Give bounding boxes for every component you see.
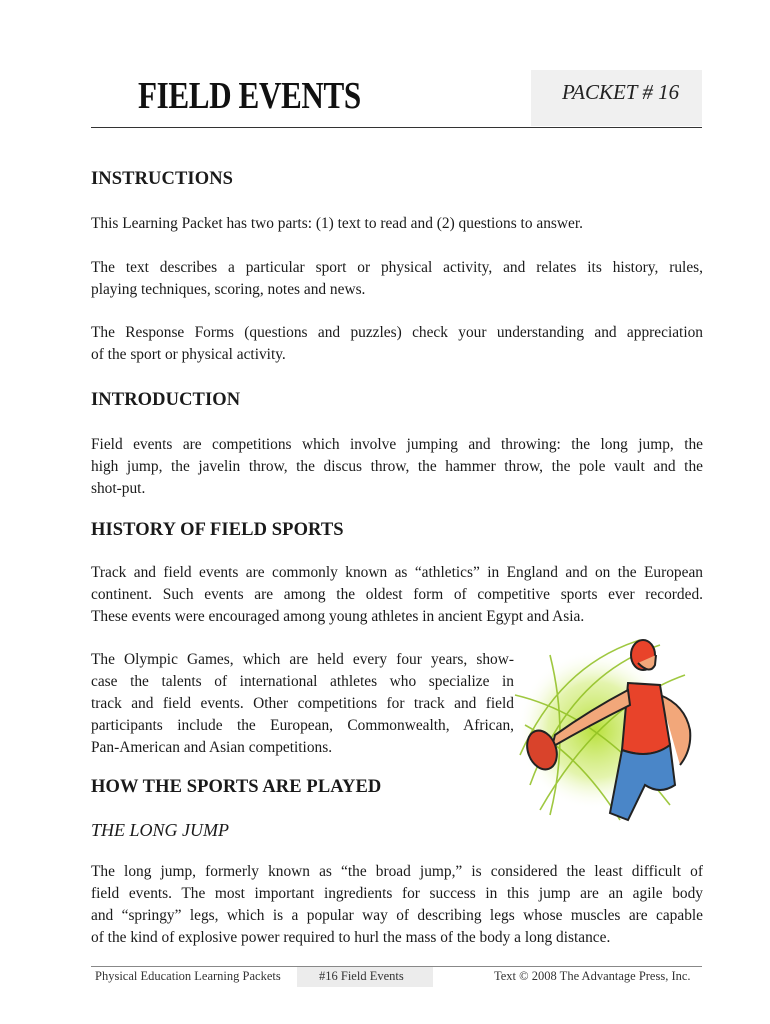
text-line: The long jump, formerly known as “the broad jump,” is considered the least difficult of <box>91 863 703 880</box>
footer-series: Physical Education Learning Packets <box>95 969 281 983</box>
text-line: continent. Such events are among the oldest form of competitive sports ever recorded. <box>91 586 703 603</box>
introduction-paragraph <box>91 434 703 500</box>
text-line: Track and field events are commonly known as “athletics” in England and on the European <box>91 564 703 581</box>
text-line: track and field events. Other competitions for track and field <box>91 695 514 712</box>
text-line: This Learning Packet has two parts: (1) text to read and (2) questions to answer. <box>91 215 583 232</box>
header-divider <box>91 127 702 128</box>
text-line: These events were encouraged among young athletes in ancient Egypt and Asia. <box>91 608 585 625</box>
text-line: The text describes a particular sport or physical activity, and relates its history, rules, <box>91 259 703 276</box>
introduction-heading: INTRODUCTION <box>91 390 241 410</box>
history-paragraph-1 <box>91 562 703 628</box>
discus-thrower-illustration <box>510 635 710 825</box>
how-played-heading: HOW THE SPORTS ARE PLAYED <box>91 777 382 797</box>
instructions-paragraph-2 <box>91 257 703 301</box>
page-title: FIELD EVENTS <box>138 75 361 117</box>
text-line: of the sport or physical activity. <box>91 346 286 363</box>
text-line: field events. The most important ingredients for success in this jump are an agile body <box>91 885 703 902</box>
long-jump-paragraph <box>91 861 703 949</box>
text-line: and “springy” legs, which is a popular way of describing legs whose muscles are capable <box>91 907 703 924</box>
text-line: playing techniques, scoring, notes and news. <box>91 281 366 298</box>
packet-number: PACKET # 16 <box>562 80 680 104</box>
text-line: The Response Forms (questions and puzzles) check your understanding and appreciation <box>91 324 703 341</box>
instructions-heading: INSTRUCTIONS <box>91 169 234 189</box>
footer-copyright: Text © 2008 The Advantage Press, Inc. <box>494 969 691 983</box>
instructions-paragraph-3 <box>91 322 703 366</box>
text-line: shot-put. <box>91 480 146 497</box>
text-line: case the talents of international athletes who specialize in <box>91 673 514 690</box>
footer-packet: #16 Field Events <box>319 969 404 983</box>
text-line: of the kind of explosive power required to hurl the mass of the body a long distance. <box>91 929 611 946</box>
history-paragraph-2 <box>91 649 514 759</box>
text-line: Pan-American and Asian competitions. <box>91 739 333 756</box>
text-line: participants include the European, Commonwealth, African, <box>91 717 514 734</box>
text-line: The Olympic Games, which are held every four years, show- <box>91 651 514 668</box>
text-line: high jump, the javelin throw, the discus throw, the hammer throw, the pole vault and the <box>91 458 703 475</box>
text-line: Field events are competitions which involve jumping and throwing: the long jump, the <box>91 436 703 453</box>
history-heading: HISTORY OF FIELD SPORTS <box>91 520 344 540</box>
instructions-paragraph-1 <box>91 213 703 235</box>
long-jump-subheading: THE LONG JUMP <box>91 820 229 840</box>
